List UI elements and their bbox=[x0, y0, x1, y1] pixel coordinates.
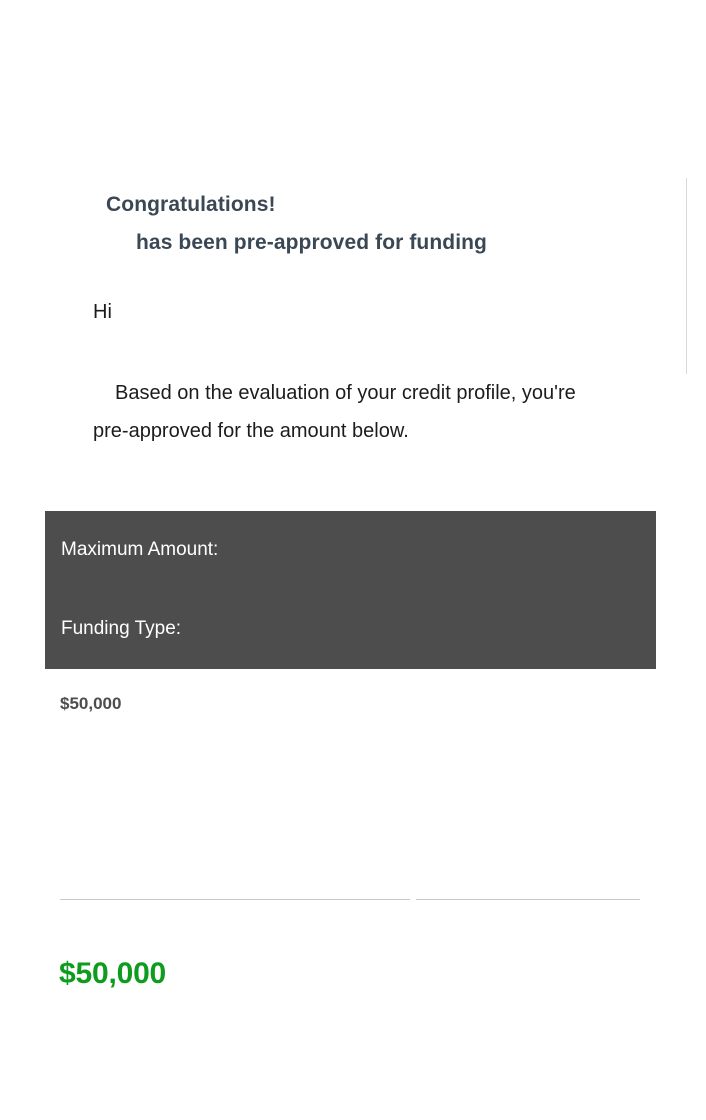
headline bbox=[106, 186, 626, 262]
max-amount-label: Maximum Amount: bbox=[61, 539, 219, 560]
details-panel bbox=[45, 511, 656, 669]
body-paragraph: Based on the evaluation of your credit profile, you're pre-approved for the amount below. bbox=[93, 382, 576, 442]
amount-value-small: $50,000 bbox=[60, 694, 122, 713]
headline-line-1: Congratulations! bbox=[106, 193, 276, 216]
vertical-divider bbox=[686, 178, 687, 374]
divider-right bbox=[416, 899, 640, 900]
amount-value-large: $50,000 bbox=[59, 957, 167, 990]
funding-type-label: Funding Type: bbox=[61, 618, 182, 639]
divider-left bbox=[60, 899, 410, 900]
greeting-text: Hi bbox=[93, 301, 112, 323]
headline-line-2: has been pre-approved for funding bbox=[136, 231, 487, 254]
